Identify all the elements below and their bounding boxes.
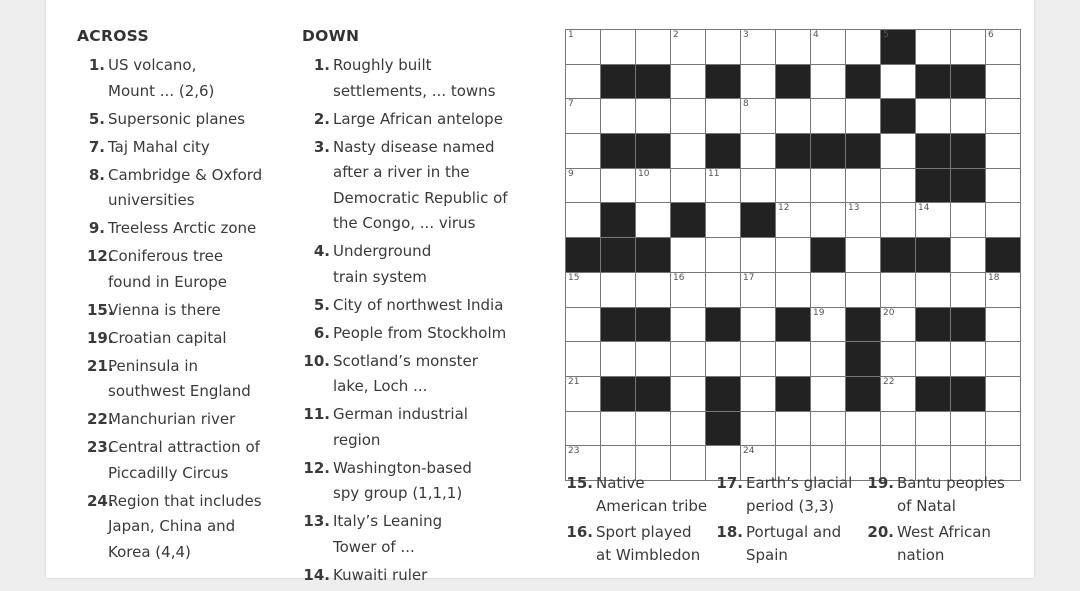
clue-text: Roughly built [333,56,432,74]
clue-text: Nasty disease named [333,137,495,156]
grid-cell[interactable] [776,30,810,64]
grid-cell[interactable] [566,308,600,342]
grid-cell-number: 11 [708,168,720,179]
grid-cell[interactable] [706,30,740,64]
clue-text: train system [333,267,427,286]
grid-cell[interactable] [881,342,915,376]
clue-item [77,244,287,295]
clue-item [302,402,532,453]
grid-block [566,238,600,272]
clue-text: settlements, ... towns [333,81,496,100]
clue-number: 7. [88,137,105,156]
grid-cell[interactable] [601,30,635,64]
grid-cell[interactable] [776,99,810,133]
grid-cell[interactable] [706,342,740,376]
clue-text: People from Stockholm [333,323,507,342]
clue-number: 4. [313,242,330,260]
grid-cell[interactable] [811,30,845,64]
grid-block [776,377,810,411]
clue-item [866,521,991,567]
grid-cell[interactable] [951,412,985,446]
grid-cell[interactable] [846,169,880,203]
clue-number: 24. [87,491,114,510]
clue-item [302,456,532,507]
crossword-grid [565,29,1021,481]
clue-item [302,239,532,290]
grid-block [636,377,670,411]
clue-text: nation [897,546,945,564]
grid-cell[interactable] [741,134,775,168]
clue-text: West African [897,523,991,541]
clue-number: 6. [313,323,330,342]
clue-item [302,509,532,560]
clue-number: 10. [303,351,330,370]
grid-block [846,342,880,376]
grid-block [916,65,950,99]
clue-text: Spain [746,546,788,564]
grid-cell[interactable] [671,342,705,376]
grid-cell[interactable] [671,30,705,64]
clue-text: Region that includes [108,491,262,510]
clue-text: Taj Mahal city [108,137,210,156]
grid-cell[interactable] [951,238,985,272]
grid-cell[interactable] [671,65,705,99]
grid-cell[interactable] [986,308,1020,342]
grid-cell[interactable] [846,99,880,133]
grid-block [916,377,950,411]
clue-number: 1. [313,56,330,74]
grid-cell-number: 23 [568,446,580,457]
grid-cell[interactable] [566,99,600,133]
clue-item [77,135,287,161]
grid-block [636,65,670,99]
grid-block [881,99,915,133]
clue-number: 5. [88,109,105,128]
grid-cell[interactable] [566,273,600,307]
grid-cell[interactable] [951,30,985,64]
grid-cell[interactable] [636,203,670,237]
grid-cell-number: 3 [743,30,749,40]
clue-text: Underground [333,242,432,260]
clue-item [715,472,852,518]
grid-block [601,238,635,272]
grid-cell[interactable] [846,238,880,272]
clue-text: Central attraction of [108,438,260,456]
grid-cell[interactable] [566,65,600,99]
grid-cell[interactable] [671,308,705,342]
grid-cell[interactable] [741,273,775,307]
grid-cell[interactable] [811,412,845,446]
clue-number: 18. [716,523,743,541]
grid-cell[interactable] [706,99,740,133]
grid-cell[interactable] [671,412,705,446]
across-heading: ACROSS [77,27,149,45]
clue-item [77,53,287,104]
down-heading: DOWN [302,27,360,45]
grid-cell[interactable] [811,273,845,307]
grid-cell[interactable] [601,99,635,133]
clue-text: Large African antelope [333,109,503,128]
clue-number: 12. [87,247,114,265]
grid-block [846,65,880,99]
grid-cell-number: 22 [883,376,895,387]
grid-cell[interactable] [776,412,810,446]
across-clues-column [77,27,287,568]
clue-number: 1. [88,56,105,74]
clue-text: Korea (4,4) [108,542,191,561]
grid-cell-number: 19 [813,307,825,318]
grid-cell-number: 8 [743,99,749,110]
grid-cell[interactable] [566,412,600,446]
clue-item [302,349,532,400]
grid-cell[interactable] [951,273,985,307]
clue-number: 13. [303,512,330,530]
grid-cell[interactable] [741,30,775,64]
clue-item [302,135,532,237]
grid-block [916,238,950,272]
clue-text: the Congo, ... virus [333,214,476,232]
grid-cell[interactable] [706,273,740,307]
clue-number: 3. [313,137,330,156]
clue-item [302,563,532,589]
clue-item [565,521,700,567]
clue-number: 8. [88,165,105,184]
clue-number: 16. [566,523,593,541]
down-clues-column [302,27,532,591]
grid-cell[interactable] [741,99,775,133]
clue-number: 5. [313,295,330,314]
grid-block [601,203,635,237]
grid-cell-number: 13 [848,203,860,214]
grid-block [776,308,810,342]
grid-cell[interactable] [566,203,600,237]
clue-text: Coniferous tree [108,247,224,265]
clue-text: Earth’s glacial [746,474,853,492]
grid-cell[interactable] [671,273,705,307]
clue-number: 21. [87,356,114,375]
grid-cell-number: 14 [918,203,930,214]
grid-cell-number: 4 [813,30,819,40]
clue-number: 19. [87,328,114,347]
grid-cell[interactable] [776,238,810,272]
grid-block [951,134,985,168]
grid-cell[interactable] [811,308,845,342]
grid-cell[interactable] [916,30,950,64]
grid-block [636,308,670,342]
grid-block [916,169,950,203]
grid-cell[interactable] [741,342,775,376]
clue-item [715,521,841,567]
grid-cell[interactable] [951,203,985,237]
clue-number: 20. [867,523,894,541]
grid-block [881,30,915,64]
clue-item [77,354,287,405]
grid-cell[interactable] [881,169,915,203]
grid-cell[interactable] [811,99,845,133]
grid-cell-number: 1 [568,30,574,40]
clue-text: universities [108,191,195,209]
clue-number: 15. [87,300,114,319]
grid-cell[interactable] [986,99,1020,133]
grid-cell[interactable] [986,169,1020,203]
grid-cell[interactable] [671,169,705,203]
clue-text: Piccadilly Circus [108,463,229,482]
grid-cell[interactable] [916,273,950,307]
grid-cell[interactable] [986,342,1020,376]
clue-number: 15. [566,474,593,492]
clue-text: Peninsula in [108,356,199,375]
grid-cell-number: 2 [673,30,679,40]
grid-cell-number: 10 [638,168,650,179]
grid-block [636,238,670,272]
grid-cell[interactable] [566,342,600,376]
clue-number: 11. [303,405,330,423]
grid-block [601,377,635,411]
grid-cell[interactable] [636,99,670,133]
clue-text: Supersonic planes [108,109,246,128]
grid-cell[interactable] [636,342,670,376]
clue-text: Native [596,474,645,492]
down-clue-list [302,53,532,588]
clue-number: 9. [88,219,105,237]
grid-cell[interactable] [601,273,635,307]
clue-text: Vienna is there [108,300,221,319]
clue-number: 22. [87,410,114,428]
grid-cell[interactable] [881,203,915,237]
clue-item [77,163,287,214]
clue-item [866,472,1005,518]
grid-cell-number: 16 [673,272,685,283]
clue-text: at Wimbledon [596,546,701,564]
grid-cell[interactable] [566,169,600,203]
clue-item [77,107,287,133]
grid-cell[interactable] [601,169,635,203]
clue-item [77,489,287,566]
grid-cell[interactable] [811,377,845,411]
clue-text: Cambridge & Oxford [108,165,263,184]
grid-cell[interactable] [986,273,1020,307]
clue-text: Manchurian river [108,410,236,428]
clue-item [302,293,532,319]
grid-cell[interactable] [741,65,775,99]
grid-cell[interactable] [706,203,740,237]
grid-cell[interactable] [706,169,740,203]
grid-cell[interactable] [776,203,810,237]
grid-block [601,65,635,99]
clue-text: Tower of ... [333,537,415,556]
grid-cell[interactable] [636,169,670,203]
grid-block [706,377,740,411]
grid-block [636,134,670,168]
grid-cell-number: 24 [743,446,755,457]
grid-cell[interactable] [671,99,705,133]
grid-cell[interactable] [636,273,670,307]
grid-block [706,65,740,99]
clue-item [565,472,707,518]
grid-block [986,238,1020,272]
grid-cell[interactable] [706,238,740,272]
clue-text: Portugal and [746,523,842,541]
grid-cell[interactable] [566,377,600,411]
clue-text: found in Europe [108,272,227,291]
grid-cell[interactable] [881,134,915,168]
grid-block [601,308,635,342]
grid-block [951,65,985,99]
grid-block [916,134,950,168]
grid-cell[interactable] [846,412,880,446]
grid-cell-number: 7 [568,99,574,110]
grid-cell-number: 21 [568,376,580,387]
clue-text: Bantu peoples [897,474,1005,492]
clue-text: Treeless Arctic zone [108,219,257,237]
clue-item [302,53,532,104]
grid-cell[interactable] [776,273,810,307]
grid-block [776,65,810,99]
grid-cell-number: 17 [743,272,755,283]
grid-cell[interactable] [811,342,845,376]
clue-text: Democratic Republic of [333,188,508,207]
grid-cell-number: 12 [778,203,790,214]
grid-block [706,412,740,446]
grid-block [881,238,915,272]
clue-number: 14. [303,565,330,584]
grid-cell[interactable] [916,99,950,133]
grid-cell[interactable] [986,412,1020,446]
clue-text: Sport played [596,523,692,541]
clue-text: lake, Loch ... [333,377,428,395]
clue-number: 23. [87,438,114,456]
grid-cell[interactable] [601,412,635,446]
grid-block [811,134,845,168]
clue-text: US volcano, [108,56,197,74]
grid-cell[interactable] [741,308,775,342]
grid-cell[interactable] [776,169,810,203]
grid-cell-number: 15 [568,272,580,283]
grid-block [951,308,985,342]
grid-cell[interactable] [776,342,810,376]
grid-cell[interactable] [671,238,705,272]
clue-text: Mount ... (2,6) [108,81,215,100]
clue-text: after a river in the [333,163,470,181]
grid-cell[interactable] [741,377,775,411]
grid-cell[interactable] [916,203,950,237]
grid-block [776,134,810,168]
clue-text: Kuwaiti ruler [333,565,428,584]
clue-text: Japan, China and [108,517,236,535]
grid-cell[interactable] [566,134,600,168]
grid-cell[interactable] [916,412,950,446]
grid-cell[interactable] [846,203,880,237]
grid-cell[interactable] [811,65,845,99]
grid-block [846,377,880,411]
clue-number: 17. [716,474,743,492]
clue-item [302,321,532,347]
grid-block [951,377,985,411]
clue-text: American tribe [596,497,708,515]
grid-cell[interactable] [741,238,775,272]
grid-cell[interactable] [566,30,600,64]
grid-cell[interactable] [636,30,670,64]
grid-cell-number: 9 [568,168,574,179]
clue-text: spy group (1,1,1) [333,484,463,502]
grid-cell[interactable] [986,377,1020,411]
clue-text: period (3,3) [746,497,835,515]
clue-item [302,107,532,133]
clue-text: Washington-based [333,458,472,477]
grid-cell[interactable] [881,273,915,307]
grid-block [741,203,775,237]
grid-cell-number: 6 [988,30,994,40]
clue-number: 12. [303,458,330,477]
grid-cell[interactable] [986,203,1020,237]
grid-cell[interactable] [881,308,915,342]
clue-item [77,407,287,433]
clue-text: Scotland’s monster [333,351,478,370]
grid-cell[interactable] [951,342,985,376]
clue-text: region [333,430,381,449]
grid-cell[interactable] [601,342,635,376]
grid-cell[interactable] [671,377,705,411]
grid-cell[interactable] [811,169,845,203]
clue-item [77,298,287,324]
grid-cell[interactable] [881,377,915,411]
clue-text: of Natal [897,497,956,515]
clue-text: southwest England [108,382,251,400]
clue-text: Croatian capital [108,328,227,347]
grid-cell[interactable] [811,203,845,237]
grid-cell[interactable] [671,134,705,168]
grid-cell[interactable] [986,134,1020,168]
grid-cell[interactable] [636,412,670,446]
grid-cell-number: 18 [988,272,1000,283]
grid-cell[interactable] [916,342,950,376]
puzzle-page [46,0,1034,584]
grid-cell[interactable] [986,30,1020,64]
grid-block [601,134,635,168]
across-clue-list [77,53,287,565]
grid-block [916,308,950,342]
grid-block [951,169,985,203]
grid-block [846,308,880,342]
grid-cell-number: 5 [883,30,889,40]
grid-cell[interactable] [741,169,775,203]
clue-text: Italy’s Leaning [333,512,443,530]
grid-cell[interactable] [741,412,775,446]
grid-cell[interactable] [846,30,880,64]
grid-block [671,203,705,237]
grid-block [846,134,880,168]
clue-item [77,435,287,486]
clue-number: 19. [867,474,894,492]
clue-text: City of northwest India [333,295,504,314]
clue-number: 2. [313,109,330,128]
grid-cell[interactable] [846,273,880,307]
grid-cell[interactable] [951,99,985,133]
grid-cell[interactable] [881,412,915,446]
grid-block [811,238,845,272]
grid-block [706,134,740,168]
clue-text: German industrial [333,405,468,423]
grid-cell[interactable] [881,65,915,99]
clue-item [77,216,287,242]
clue-item [77,326,287,352]
grid-cell-number: 20 [883,307,895,318]
grid-cell[interactable] [986,65,1020,99]
grid-block [706,308,740,342]
